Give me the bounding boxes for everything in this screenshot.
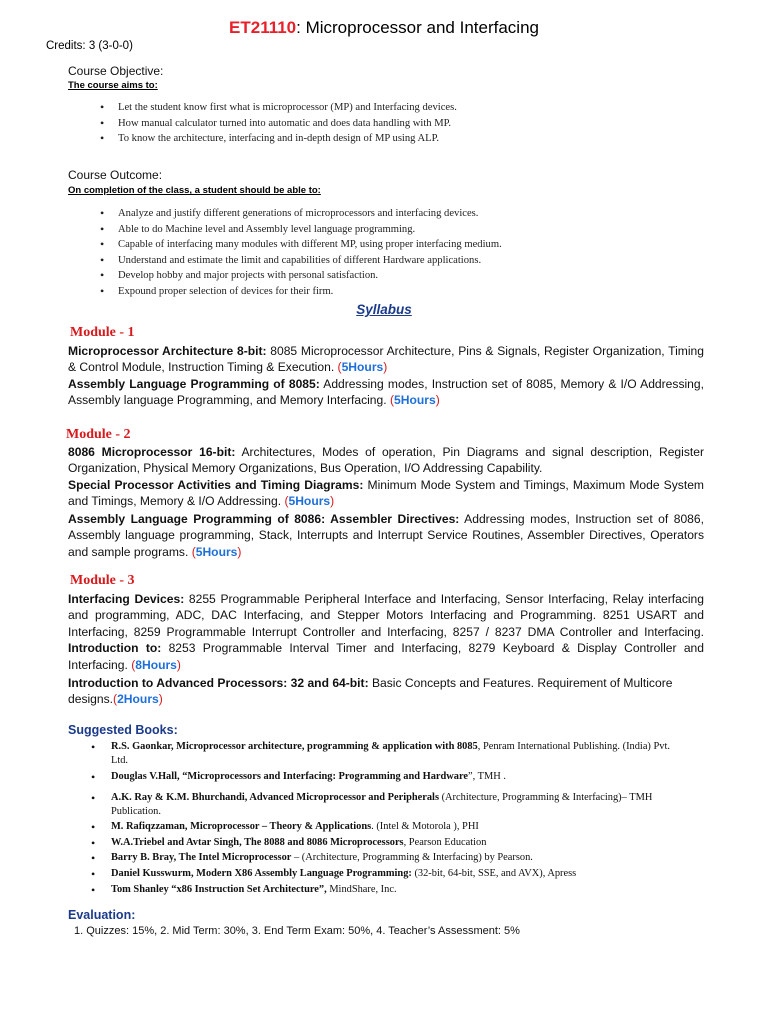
hours-badge: (2Hours) — [113, 692, 163, 707]
para-text: 8255 Programmable Peripheral Interface and Interfacing, Sensor Interfacing, Relay interfacing and programming, ADC, DAC Interfacing, and Stepper Motors Interfacing and Programming. 8251 USART and Interfacing, 8259 Programmable Interrupt Controller and Interfacing, 8257 / 8237 DMA Controller and Interfacing. — [68, 592, 705, 639]
evaluation-text: 1. Quizzes: 15%, 2. Mid Term: 30%, 3. End Term Exam: 50%, 4. Teacher’s Assessment: 5% — [74, 925, 520, 937]
hours-badge: (5Hours) — [191, 544, 242, 559]
list-item: • R.S. Gaonkar, Microprocessor architecture, programming & application with 8085, Penram International Publishing. (India) Pvt. Ltd. — [111, 740, 671, 768]
para-text: Addressing modes, Instruction set of 8086, Assembly language programming, Stack, Interrupts and Interrupt Service Routines, Assembler Directives, Operators and sample programs. — [68, 512, 704, 559]
module-1-para-1 — [68, 343, 704, 376]
para-text: 8253 Programmable Interval Timer and Interfacing, 8279 Keyboard & Display Controller and Interfacing. — [68, 641, 704, 672]
outcome-subheading: On completion of the class, a student should be able to: — [68, 185, 321, 196]
list-item: • Douglas V.Hall, “Microprocessors and Interfacing: Programming and Hardware”, TMH . — [111, 770, 671, 784]
syllabus-heading: Syllabus — [356, 302, 412, 317]
para-text: 8085 Microprocessor Architecture, Pins & Signals, Register Organization, Timing & Control Module, Instruction Timing & Execution. — [68, 344, 704, 375]
books-heading: Suggested Books: — [68, 723, 178, 737]
list-item: • Let the student know first what is microprocessor (MP) and Interfacing devices. — [118, 100, 457, 116]
para-label: Microprocessor Architecture 8-bit: — [68, 344, 267, 358]
module-3-para-1 — [68, 591, 704, 673]
list-item: • A.K. Ray & K.M. Bhurchandi, Advanced Microprocessor and Peripherals (Architecture, Programming & Interfacing)– TMH Publication. — [111, 791, 671, 819]
para-label: Special Processor Activities and Timing Diagrams: — [68, 478, 364, 492]
para-label: Assembly Language Programming of 8085: — [68, 377, 320, 391]
hours-badge: (8Hours) — [131, 657, 181, 672]
para-text: Basic Concepts and Features. Requirement of Multicore designs. — [68, 676, 673, 707]
module-2-para-1 — [68, 444, 704, 477]
module-1-heading: Module - 1 — [70, 325, 135, 340]
para-text: Architectures, Modes of operation, Pin Diagrams and signal description, Register Organization, Physical Memory Organizations, Bus Operation, I/O Addressing Capability. — [68, 445, 705, 476]
list-item: • How manual calculator turned into automatic and does data handling with MP. — [118, 116, 457, 132]
credits: Credits: 3 (3-0-0) — [46, 40, 133, 52]
para-label: Interfacing Devices: — [68, 592, 185, 606]
evaluation-heading: Evaluation: — [68, 908, 136, 922]
outcome-heading: Course Outcome: — [68, 168, 163, 182]
list-item: • Daniel Kusswurm, Modern X86 Assembly Language Programming: (32-bit, 64-bit, SSE, and AVX), Apress — [111, 867, 671, 881]
page-title — [0, 18, 768, 38]
module-2-para-3 — [68, 511, 704, 560]
list-item: • M. Rafiqzzaman, Microprocessor – Theory & Applications. (Intel & Motorola ), PHI — [111, 820, 671, 834]
list-item: • Able to do Machine level and Assembly level language programming. — [118, 222, 502, 238]
module-2-heading: Module - 2 — [66, 427, 131, 442]
books-list — [111, 740, 671, 898]
list-item: • Analyze and justify different generations of microprocessors and interfacing devices. — [118, 206, 502, 222]
para-label: Introduction to: — [68, 641, 162, 656]
objective-heading: Course Objective: — [68, 64, 164, 78]
para-label: Introduction to Advanced Processors: 32 and 64-bit: — [68, 676, 369, 690]
para-text: Minimum Mode System and Timings, Maximum Mode System and Timings, Memory & I/O Addressing. — [68, 478, 705, 509]
list-item: • Capable of interfacing many modules with different MP, using proper interfacing medium. — [118, 237, 502, 253]
module-2-para-2 — [68, 477, 704, 510]
course-name: : Microprocessor and Interfacing — [296, 18, 539, 37]
objective-list — [118, 100, 457, 147]
para-text: Addressing modes, Instruction set of 8085, Memory & I/O Addressing, Assembly language Programming, and Memory Interfacing. — [68, 377, 704, 408]
para-label: 8086 Microprocessor 16-bit: — [68, 445, 236, 459]
list-item: • Tom Shanley “x86 Instruction Set Architecture”, MindShare, Inc. — [111, 883, 671, 897]
list-item: • Develop hobby and major projects with personal satisfaction. — [118, 268, 502, 284]
list-item: • Expound proper selection of devices for their firm. — [118, 284, 502, 300]
list-item: • Understand and estimate the limit and capabilities of different Hardware applications. — [118, 253, 502, 269]
outcome-list — [118, 206, 502, 299]
hours-badge: (5Hours) — [389, 393, 440, 408]
module-1-para-2 — [68, 376, 704, 409]
hours-badge: (5Hours) — [284, 494, 335, 509]
module-3-heading: Module - 3 — [70, 573, 135, 588]
course-code: ET21110 — [229, 18, 297, 37]
hours-badge: (5Hours) — [337, 360, 388, 375]
para-label: Assembly Language Programming of 8086: Assembler Directives: — [68, 512, 460, 526]
objective-subheading: The course aims to: — [68, 80, 158, 91]
list-item: • To know the architecture, interfacing and in-depth design of MP using ALP. — [118, 131, 457, 147]
list-item: • Barry B. Bray, The Intel Microprocessor – (Architecture, Programming & Interfacing) by Pearson. — [111, 851, 671, 865]
module-3-para-2 — [68, 675, 704, 708]
list-item: • W.A.Triebel and Avtar Singh, The 8088 and 8086 Microprocessors, Pearson Education — [111, 836, 671, 850]
